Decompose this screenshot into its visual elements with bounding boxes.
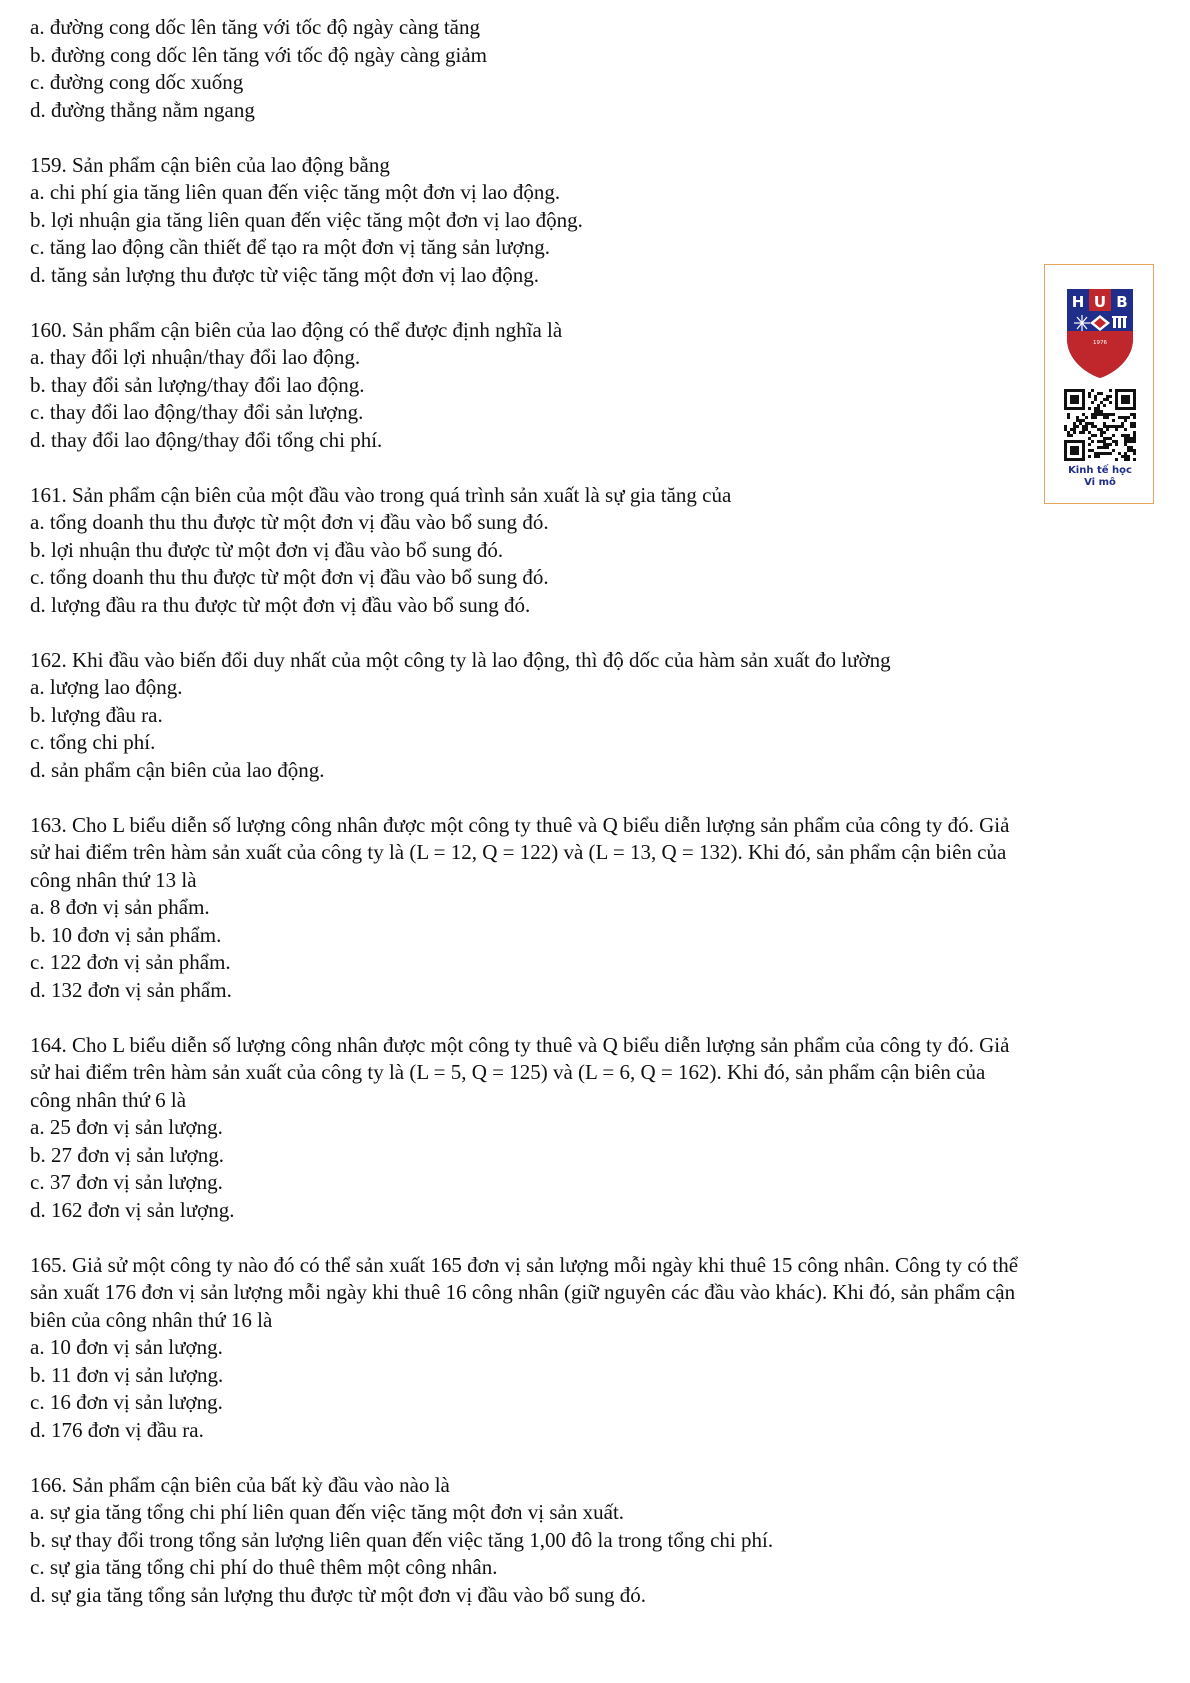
logo-year: 1976 — [1093, 340, 1107, 346]
document-page — [30, 14, 1170, 1609]
option-d: d. lượng đầu ra thu được từ một đơn vị đầu vào bổ sung đó. — [30, 592, 531, 617]
option-d: d. 132 đơn vị sản phẩm. — [30, 977, 232, 1002]
option-a: a. 8 đơn vị sản phẩm. — [30, 895, 210, 919]
question-163 — [30, 812, 1170, 1005]
option-a: a. 10 đơn vị sản lượng. — [30, 1335, 223, 1359]
question-159 — [30, 152, 1170, 290]
option-b: b. đường cong dốc lên tăng với tốc độ ngày càng giảm — [30, 42, 487, 67]
question-stem: 159. Sản phẩm cận biên của lao động bằng — [30, 152, 390, 177]
hub-badge — [1044, 264, 1154, 504]
option-c: c. 37 đơn vị sản lượng. — [30, 1170, 223, 1194]
option-c: c. 16 đơn vị sản lượng. — [30, 1390, 223, 1414]
question-stem: 166. Sản phẩm cận biên của bất kỳ đầu vào nào là — [30, 1472, 450, 1497]
question-stem-line: sử hai điểm trên hàm sản xuất của công ty là (L = 5, Q = 125) và (L = 6, Q = 162). Khi đó, sản phẩm cận biên của — [30, 1060, 986, 1084]
option-b: b. 10 đơn vị sản phẩm. — [30, 922, 222, 947]
question-160 — [30, 317, 1170, 455]
question-stem: 162. Khi đầu vào biến đổi duy nhất của một công ty là lao động, thì độ dốc của hàm sản xuất đo lường — [30, 647, 891, 672]
option-a: a. tổng doanh thu thu được từ một đơn vị đầu vào bổ sung đó. — [30, 510, 549, 534]
option-b: b. lượng đầu ra. — [30, 702, 163, 727]
option-c: c. đường cong dốc xuống — [30, 70, 244, 94]
badge-caption-line1: Kinh tế học — [1068, 465, 1132, 476]
logo-letter-h: H — [1071, 293, 1085, 311]
option-a: a. sự gia tăng tổng chi phí liên quan đến việc tăng một đơn vị sản xuất. — [30, 1500, 625, 1524]
question-166 — [30, 1472, 1170, 1610]
question-stem: 160. Sản phẩm cận biên của lao động có thể được định nghĩa là — [30, 317, 563, 342]
option-b: b. 27 đơn vị sản lượng. — [30, 1142, 225, 1167]
question-164 — [30, 1032, 1170, 1225]
option-c: c. sự gia tăng tổng chi phí do thuê thêm một công nhân. — [30, 1555, 498, 1579]
option-b: b. 11 đơn vị sản lượng. — [30, 1362, 224, 1387]
question-stem-line: công nhân thứ 13 là — [30, 867, 197, 892]
option-d: d. 162 đơn vị sản lượng. — [30, 1197, 235, 1222]
question-stem-line: công nhân thứ 6 là — [30, 1087, 187, 1112]
badge-caption-line2: Vi mô — [1084, 477, 1116, 488]
option-a: a. lượng lao động. — [30, 675, 183, 699]
question-162 — [30, 647, 1170, 785]
option-c: c. tổng doanh thu thu được từ một đơn vị đầu vào bổ sung đó. — [30, 565, 549, 589]
hub-shield-logo — [1065, 287, 1135, 379]
option-a: a. 25 đơn vị sản lượng. — [30, 1115, 223, 1139]
option-a: a. đường cong dốc lên tăng với tốc độ ngày càng tăng — [30, 15, 480, 39]
question-161 — [30, 482, 1170, 620]
option-d: d. sản phẩm cận biên của lao động. — [30, 757, 325, 782]
question-stem-line: biên của công nhân thứ 16 là — [30, 1307, 273, 1332]
qr-code-icon — [1064, 389, 1136, 461]
option-d: d. tăng sản lượng thu được từ việc tăng một đơn vị lao động. — [30, 262, 539, 287]
option-d: d. đường thẳng nằm ngang — [30, 97, 255, 122]
logo-letter-u: U — [1093, 293, 1107, 311]
option-b: b. sự thay đổi trong tổng sản lượng liên quan đến việc tăng 1,00 đô la trong tổng chi phí. — [30, 1527, 774, 1552]
question-stem-line: sử hai điểm trên hàm sản xuất của công ty là (L = 12, Q = 122) và (L = 13, Q = 132). Khi đó, sản phẩm cận biên của — [30, 840, 1007, 864]
option-b: b. lợi nhuận thu được từ một đơn vị đầu vào bổ sung đó. — [30, 537, 504, 562]
option-b: b. thay đổi sản lượng/thay đổi lao động. — [30, 372, 365, 397]
option-b: b. lợi nhuận gia tăng liên quan đến việc tăng một đơn vị lao động. — [30, 207, 583, 232]
option-c: c. thay đổi lao động/thay đổi sản lượng. — [30, 400, 364, 424]
option-d: d. thay đổi lao động/thay đổi tổng chi phí. — [30, 427, 383, 452]
logo-letter-b: B — [1116, 293, 1128, 311]
question-stem-line: 164. Cho L biểu diễn số lượng công nhân được một công ty thuê và Q biểu diễn lượng sản phẩm của công ty đó. Giả — [30, 1032, 1010, 1057]
question-stem-line: 163. Cho L biểu diễn số lượng công nhân được một công ty thuê và Q biểu diễn lượng sản phẩm của công ty đó. Giả — [30, 812, 1010, 837]
question-stem-line: sản xuất 176 đơn vị sản lượng mỗi ngày khi thuê 16 công nhân (giữ nguyên các đầu vào khác). Khi đó, sản phẩm cận — [30, 1280, 1016, 1304]
intro-options — [30, 14, 1170, 124]
question-165 — [30, 1252, 1170, 1445]
question-stem-line: 165. Giả sử một công ty nào đó có thể sản xuất 165 đơn vị sản lượng mỗi ngày khi thuê 15 công nhân. Công ty có thể — [30, 1252, 1019, 1277]
option-a: a. thay đổi lợi nhuận/thay đổi lao động. — [30, 345, 361, 369]
option-d: d. sự gia tăng tổng sản lượng thu được từ một đơn vị đầu vào bổ sung đó. — [30, 1582, 647, 1607]
option-c: c. 122 đơn vị sản phẩm. — [30, 950, 231, 974]
option-d: d. 176 đơn vị đầu ra. — [30, 1417, 204, 1442]
question-stem: 161. Sản phẩm cận biên của một đầu vào trong quá trình sản xuất là sự gia tăng của — [30, 482, 732, 507]
option-a: a. chi phí gia tăng liên quan đến việc tăng một đơn vị lao động. — [30, 180, 561, 204]
option-c: c. tổng chi phí. — [30, 730, 156, 754]
option-c: c. tăng lao động cần thiết để tạo ra một đơn vị tăng sản lượng. — [30, 235, 550, 259]
columns-icon — [1112, 316, 1127, 328]
